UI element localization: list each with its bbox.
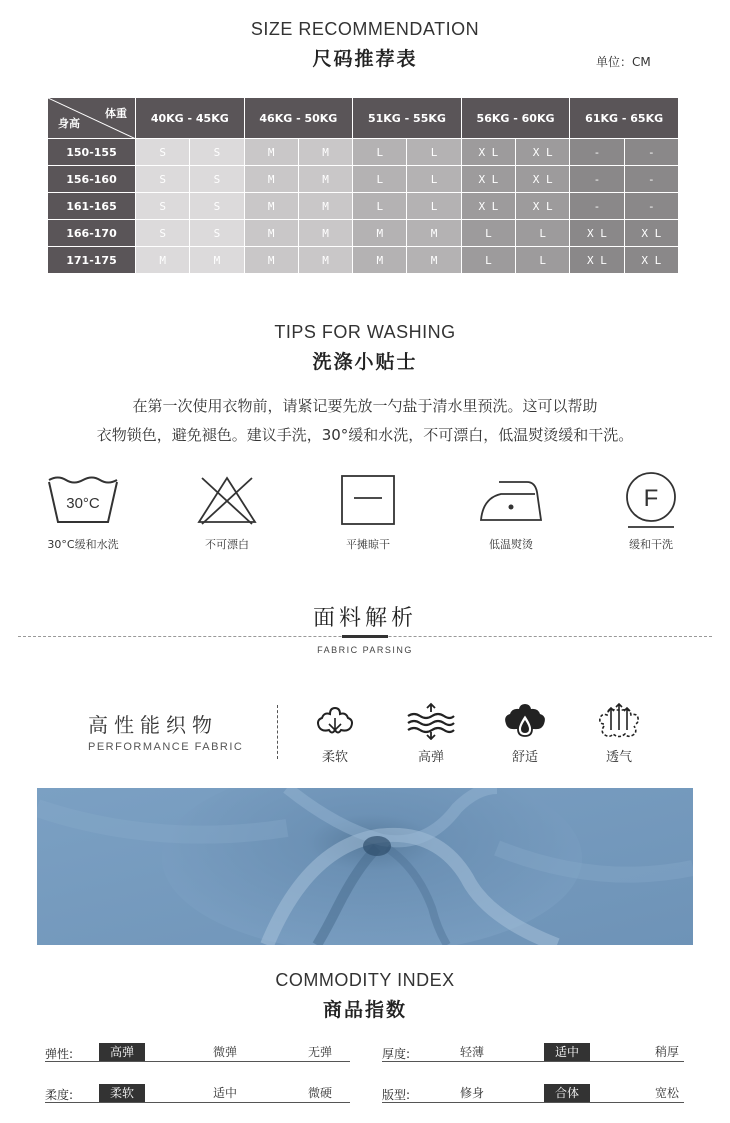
size-cell: X L [625,247,679,274]
index-option-selected: 柔软 [99,1084,145,1102]
index-label: 柔度: [45,1088,74,1102]
height-cell: 156-160 [48,166,136,193]
height-cell: 171-175 [48,247,136,274]
index-underline [382,1102,684,1103]
washing-text-line2: 衣物锁色，避免褪色。建议手洗，30°缓和水洗，不可漂白，低温熨烫缓和干洗。 [96,426,634,444]
fabric-title-en: FABRIC PARSING [317,645,413,655]
height-cell: 166-170 [48,220,136,247]
size-cell: X L [570,247,624,274]
size-cell: X L [516,166,570,193]
size-cell: M [245,166,299,193]
wash-30-icon [46,474,120,526]
washing-title-cn: 洗涤小贴士 [312,351,418,373]
size-cell: M [245,247,299,274]
table-row [48,166,679,193]
flat-dry-icon [340,474,396,526]
size-cell: - [625,193,679,220]
weight-header: 40KG - 45KG [136,98,245,139]
no-bleach-icon [196,474,258,526]
size-cell: - [625,166,679,193]
weight-header: 51KG - 55KG [353,98,462,139]
size-cell: S [190,139,244,166]
size-cell: X L [462,193,516,220]
index-option: 微硬 [307,1086,332,1100]
size-cell: S [190,166,244,193]
cotton-icon [314,704,356,740]
wash-icon-label: 平摊晾干 [346,538,390,551]
size-cell: M [353,220,407,247]
size-cell: S [190,193,244,220]
feature-label: 高弹 [417,750,444,765]
feature-label: 舒适 [511,750,538,765]
index-option: 稍厚 [654,1045,679,1059]
feature-label: 透气 [605,750,632,765]
table-row [48,193,679,220]
weight-header: 56KG - 60KG [462,98,571,139]
corner-height-label: 身高 [58,117,80,130]
corner-weight-label: 体重 [105,107,127,120]
index-underline [382,1061,684,1062]
size-cell: L [462,220,516,247]
index-label: 版型: [382,1088,411,1102]
size-cell: L [353,139,407,166]
index-option-selected: 合体 [544,1084,590,1102]
dryclean-letter: F [643,485,659,512]
gentle-dryclean-icon [622,472,680,530]
size-cell: X L [625,220,679,247]
low-iron-icon [479,476,543,524]
performance-title-cn: 高性能织物 [88,713,218,737]
size-cell: X L [570,220,624,247]
size-cell: X L [516,193,570,220]
index-option: 轻薄 [459,1045,484,1059]
index-label: 弹性: [45,1047,74,1061]
performance-title-en: PERFORMANCE FABRIC [88,741,244,753]
section-divider-accent [342,635,388,638]
index-option-selected: 高弹 [99,1043,145,1061]
washing-text-line1: 在第一次使用衣物前，请紧记要先放一勺盐于清水里预洗。这可以帮助 [132,397,598,415]
size-cell: - [570,166,624,193]
size-cell: M [407,247,461,274]
stretch-icon [406,702,456,740]
size-cell: L [516,220,570,247]
index-option-selected: 适中 [544,1043,590,1061]
size-cell: L [516,247,570,274]
vertical-divider [277,705,278,759]
size-cell: L [407,166,461,193]
height-cell: 161-165 [48,193,136,220]
wash-icon-label: 不可漂白 [205,538,249,551]
index-underline [45,1102,350,1103]
index-label: 厚度: [382,1047,411,1061]
size-cell: M [353,247,407,274]
index-option: 无弹 [307,1045,332,1059]
index-underline [45,1061,350,1062]
wash-icon-label: 缓和干洗 [629,538,673,551]
size-cell: S [136,139,190,166]
size-cell: M [136,247,190,274]
size-title-cn: 尺码推荐表 [312,48,418,70]
size-cell: S [190,220,244,247]
feature-label: 柔软 [321,750,348,765]
fabric-title-cn: 面料解析 [312,606,417,631]
index-option: 适中 [212,1086,237,1100]
size-cell: L [353,166,407,193]
wash-icon-label: 30°C缓和水洗 [47,538,119,551]
size-cell: X L [516,139,570,166]
size-cell: M [299,166,353,193]
size-cell: M [299,193,353,220]
index-title-en: COMMODITY INDEX [275,970,455,990]
washing-title-en: TIPS FOR WASHING [274,322,456,342]
size-cell: - [570,139,624,166]
fabric-swatch-image [37,788,693,945]
size-cell: L [353,193,407,220]
size-cell: M [299,247,353,274]
index-option: 宽松 [654,1086,679,1100]
table-row [48,247,679,274]
table-row [48,139,679,166]
size-cell: S [136,193,190,220]
unit-label: 单位：CM [596,55,651,69]
size-cell: M [245,139,299,166]
size-cell: M [299,139,353,166]
size-cell: L [462,247,516,274]
height-cell: 150-155 [48,139,136,166]
size-cell: M [299,220,353,247]
size-cell: M [407,220,461,247]
size-cell: X L [462,139,516,166]
size-title-en: SIZE RECOMMENDATION [250,19,480,39]
size-cell: S [136,166,190,193]
size-cell: - [625,139,679,166]
size-cell: M [245,193,299,220]
weight-header: 46KG - 50KG [245,98,354,139]
size-table-header [48,98,679,139]
table-corner [48,98,136,139]
size-cell: L [407,193,461,220]
table-row [48,220,679,247]
size-cell: M [190,247,244,274]
weight-header: 61KG - 65KG [570,98,679,139]
comfort-drop-icon [502,702,548,742]
index-title-cn: 商品指数 [322,999,407,1021]
wash-temp-text: 30°C [66,495,100,512]
wash-icon-label: 低温熨烫 [489,538,533,551]
size-cell: - [570,193,624,220]
size-cell: X L [462,166,516,193]
size-cell: L [407,139,461,166]
index-option: 修身 [459,1086,484,1100]
size-table [48,98,679,274]
size-cell: S [136,220,190,247]
size-cell: M [245,220,299,247]
breathable-icon [596,702,642,742]
index-option: 微弹 [212,1045,237,1059]
